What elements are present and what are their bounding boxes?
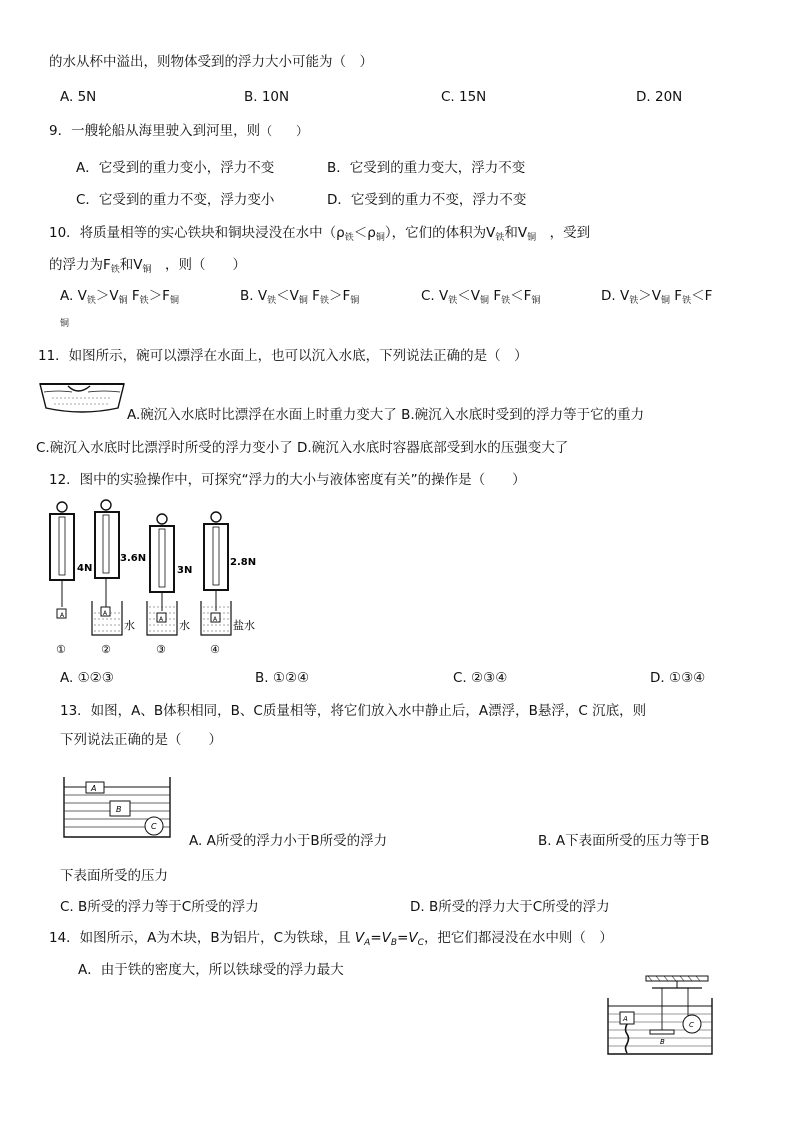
- q9-option-a[interactable]: A．它受到的重力变小，浮力不变: [76, 160, 275, 176]
- q13-option-a[interactable]: A. A所受的浮力小于B所受的浮力: [189, 833, 388, 849]
- q10-option-b[interactable]: B. $V_铁<V_铜$ $F_铁>F_铜$: [240, 288, 360, 306]
- svg-text:A: A: [159, 616, 164, 623]
- svg-text:A: A: [213, 616, 218, 623]
- q12-option-a[interactable]: A. ①②③: [60, 670, 114, 686]
- q14-stem: 14．如图所示，A为木块，B为铝片，C为铁球，且 $V_A=V_B=V_C$，把它们都浸没在水中则（ ）: [49, 930, 613, 948]
- q12-option-d[interactable]: D. ①③④: [650, 670, 706, 686]
- q10-option-d-wrap: 铜: [60, 319, 70, 329]
- q13-option-b-cont: 下表面所受的压力: [60, 868, 168, 884]
- q8-option-b[interactable]: B. 10N: [244, 89, 290, 105]
- step-1: ①: [56, 643, 66, 656]
- q12-option-b[interactable]: B. ①②④: [255, 670, 310, 686]
- q12-experiment-figure: [40, 497, 330, 657]
- step-4: ④: [210, 643, 220, 656]
- step-2: ②: [101, 643, 111, 656]
- q10-stem: 10．将质量相等的实心铁块和铜块浸没在水中$(\rho_铁<\rho_铜)$，它们的体积为$V_铁$和$V_铜$ ，受到: [49, 225, 591, 243]
- svg-text:A: A: [103, 610, 108, 617]
- spring-scale-1: [50, 502, 74, 619]
- spring-scale-2: [92, 500, 122, 635]
- reading-2: 3.6N: [120, 553, 147, 564]
- q9-option-d[interactable]: D．它受到的重力不变，浮力不变: [327, 192, 527, 208]
- step-3: ③: [156, 643, 166, 656]
- svg-text:A: A: [60, 612, 65, 619]
- ball-c-label: C: [689, 1021, 694, 1029]
- q13-tank-figure: [62, 775, 174, 839]
- q13-stem-line2: 下列说法正确的是（ ）: [60, 732, 222, 748]
- liquid-label-4: 盐水: [233, 619, 255, 632]
- reading-3: 3N: [177, 565, 193, 576]
- liquid-label-2: 水: [124, 619, 135, 632]
- q10-stem-line2: 的浮力为$F_铁$和$V_铜$ ，则（ ）: [49, 257, 247, 275]
- q8-stem-cont: 的水从杯中溢出，则物体受到的浮力大小可能为（ ）: [49, 54, 373, 70]
- q9-paren: （ ）: [260, 124, 309, 138]
- q9-stem: 9．一艘轮船从海里驶入到河里，则（ ）: [49, 123, 309, 139]
- liquid-label-3: 水: [179, 619, 190, 632]
- ball-c-label: C: [151, 822, 157, 831]
- q8-option-d[interactable]: D. 20N: [636, 89, 683, 105]
- q8-option-c[interactable]: C. 15N: [441, 89, 487, 105]
- q10-option-a[interactable]: A. $V_铁>V_铜$ $F_铁>F_铜$: [60, 288, 179, 306]
- spring-scale-3: [147, 514, 177, 635]
- q11-bowl-figure: [38, 378, 126, 414]
- q14-option-a[interactable]: A．由于铁的密度大，所以铁球受的浮力最大: [78, 962, 344, 978]
- q11-options-cd[interactable]: C.碗沉入水底时比漂浮时所受的浮力变小了 D.碗沉入水底时容器底部受到水的压强变大了: [36, 440, 569, 456]
- plate-b-label: B: [660, 1038, 665, 1046]
- q12-stem: 12．图中的实验操作中，可探究“浮力的大小与液体密度有关”的操作是（ ）: [49, 472, 526, 488]
- q13-option-d[interactable]: D. B所受的浮力大于C所受的浮力: [410, 899, 610, 915]
- q13-stem-line1: 13．如图，A、B体积相同，B、C质量相等，将它们放入水中静止后，A漂浮，B悬浮，C 沉底，则: [60, 703, 647, 719]
- block-a-label: A: [91, 784, 97, 793]
- q9-option-b[interactable]: B．它受到的重力变大，浮力不变: [327, 160, 526, 176]
- block-a-label: A: [623, 1015, 628, 1023]
- q9-option-c[interactable]: C．它受到的重力不变，浮力变小: [76, 192, 275, 208]
- q13-option-b[interactable]: B. A下表面所受的压力等于B: [538, 833, 710, 849]
- q11-stem: 11．如图所示，碗可以漂浮在水面上，也可以沉入水底，下列说法正确的是（ ）: [38, 348, 528, 364]
- q12-option-c[interactable]: C. ②③④: [453, 670, 508, 686]
- q8-option-a[interactable]: A. 5N: [60, 89, 97, 105]
- block-b-label: B: [116, 805, 122, 814]
- q14-tank-figure: [606, 974, 716, 1058]
- reading-4: 2.8N: [230, 557, 257, 568]
- q13-option-c[interactable]: C. B所受的浮力等于C所受的浮力: [60, 899, 259, 915]
- spring-scale-4: [201, 512, 231, 635]
- q11-options-ab[interactable]: A.碗沉入水底时比漂浮在水面上时重力变大了 B.碗沉入水底时受到的浮力等于它的重力: [127, 407, 645, 423]
- q10-option-d[interactable]: D. $V_铁>V_铜$ $F_铁<F$: [601, 288, 713, 306]
- reading-1: 4N: [77, 563, 93, 574]
- q10-option-c[interactable]: C. $V_铁<V_铜$ $F_铁<F_铜$: [421, 288, 541, 306]
